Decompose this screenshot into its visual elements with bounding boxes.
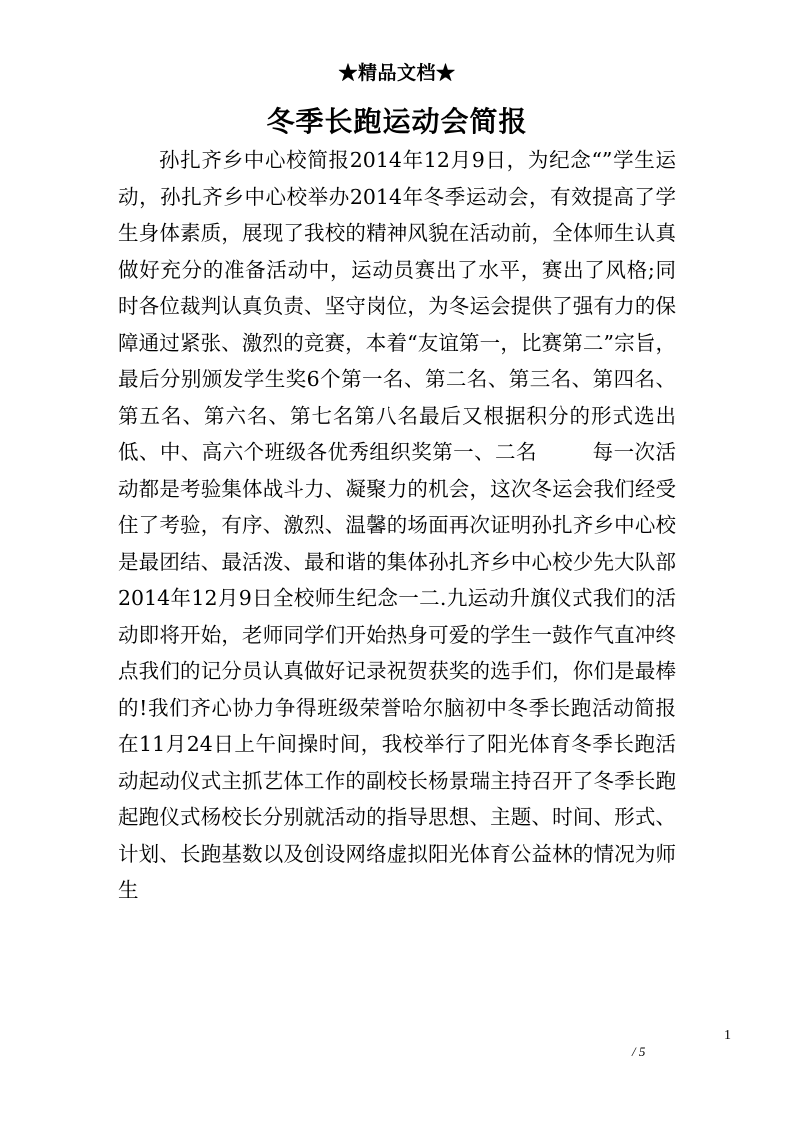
page-total: / 5: [632, 1044, 646, 1059]
document-title: 冬季长跑运动会简报: [266, 105, 528, 138]
document-header: ★精品文档★: [338, 62, 456, 84]
page-number: 1: [724, 1028, 731, 1043]
document-body: 孙扎齐乡中心校简报2014年12月9日，为纪念“”学生运动，孙扎齐乡中心校举办2014年冬季运动会，有效提高了学生身体素质，展现了我校的精神风貌在活动前，全体师生认真做好充分的准备活动中，运动员赛出了水平，赛出了风格;同时各位裁判认真负责、坚守岗位，为冬运会提供了强有力的保障通过紧张、激烈的竞赛，本着“友谊第一，比赛第二”宗旨，最后分别颁发学生奖6个第一名、第二名、第三名、第四名、第五名、第六名、第七名第八名最后又根据积分的形式选出低、中、高六个班级各优秀组织奖第一、二名 每一次活动都是考验集体战斗力、凝聚力的机会，这次冬运会我们经受住了考验，有序、激烈、温馨的场面再次证明孙扎齐乡中心校是最团结、最活泼、最和谐的集体孙扎齐乡中心校少先大队部2014年12月9日全校师生纪念一二.九运动升旗仪式我们的活动即将开始，老师同学们开始热身可爱的学生一鼓作气直冲终点我们的记分员认真做好记录祝贺获奖的选手们，你们是最棒的!我们齐心协力争得班级荣誉哈尔脑初中冬季长跑活动简报在11月24日上午间操时间，我校举行了阳光体育冬季长跑活动起动仪式主抓艺体工作的副校长杨景瑞主持召开了冬季长跑起跑仪式杨校长分别就活动的指导思想、主题、时间、形式、计划、长跑基数以及创设网络虚拟阳光体育公益林的情况为师生: [118, 148, 676, 902]
